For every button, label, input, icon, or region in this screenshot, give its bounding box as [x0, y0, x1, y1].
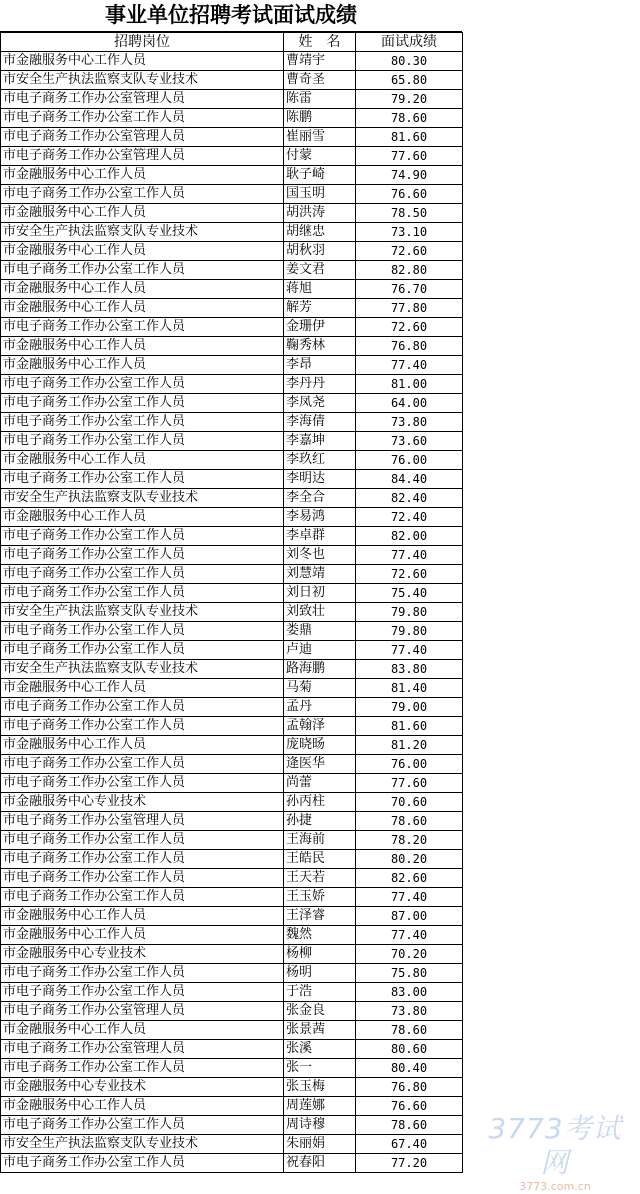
row-name: 刘慧靖 [284, 565, 356, 584]
row-score: 76.00 [356, 451, 463, 470]
row-name: 于浩 [284, 983, 356, 1002]
table-row [1, 185, 463, 204]
row-position: 市金融服务中心工作人员 [1, 679, 284, 698]
row-score: 80.40 [356, 1059, 463, 1078]
row-name: 李玖红 [284, 451, 356, 470]
row-position: 市金融服务中心工作人员 [1, 337, 284, 356]
row-position: 市电子商务工作办公室工作人员 [1, 850, 284, 869]
table-row [1, 603, 463, 622]
row-score: 74.90 [356, 166, 463, 185]
row-position: 市电子商务工作办公室工作人员 [1, 641, 284, 660]
header-row [1, 33, 463, 52]
row-score: 76.70 [356, 280, 463, 299]
row-name: 张溪 [284, 1040, 356, 1059]
row-position: 市金融服务中心工作人员 [1, 52, 284, 71]
row-name: 李易鸿 [284, 508, 356, 527]
table-row [1, 413, 463, 432]
row-name: 陈鹏 [284, 109, 356, 128]
row-position: 市金融服务中心工作人员 [1, 926, 284, 945]
table-row [1, 755, 463, 774]
row-name: 耿子崎 [284, 166, 356, 185]
row-name: 王玉娇 [284, 888, 356, 907]
row-position: 市电子商务工作办公室工作人员 [1, 964, 284, 983]
table-row [1, 945, 463, 964]
row-name: 孟丹 [284, 698, 356, 717]
row-position: 市电子商务工作办公室工作人员 [1, 432, 284, 451]
table-row [1, 584, 463, 603]
row-score: 73.60 [356, 432, 463, 451]
row-position: 市电子商务工作办公室工作人员 [1, 869, 284, 888]
row-position: 市安全生产执法监察支队专业技术 [1, 1135, 284, 1154]
row-position: 市电子商务工作办公室工作人员 [1, 565, 284, 584]
table-row [1, 660, 463, 679]
table-row [1, 508, 463, 527]
row-position: 市安全生产执法监察支队专业技术 [1, 223, 284, 242]
row-name: 国玉明 [284, 185, 356, 204]
row-position: 市电子商务工作办公室工作人员 [1, 698, 284, 717]
row-name: 李丹丹 [284, 375, 356, 394]
row-score: 84.40 [356, 470, 463, 489]
row-score: 73.80 [356, 413, 463, 432]
row-score: 80.60 [356, 1040, 463, 1059]
row-name: 魏然 [284, 926, 356, 945]
row-score: 83.00 [356, 983, 463, 1002]
table-row [1, 1154, 463, 1173]
row-name: 庞晓旸 [284, 736, 356, 755]
table-row [1, 812, 463, 831]
row-position: 市电子商务工作办公室工作人员 [1, 717, 284, 736]
table-row [1, 1040, 463, 1059]
row-score: 72.40 [356, 508, 463, 527]
table-row [1, 831, 463, 850]
table-row [1, 242, 463, 261]
row-name: 胡秋羽 [284, 242, 356, 261]
row-name: 张一 [284, 1059, 356, 1078]
row-position: 市金融服务中心工作人员 [1, 736, 284, 755]
row-name: 李全合 [284, 489, 356, 508]
row-name: 孙丙柱 [284, 793, 356, 812]
row-position: 市金融服务中心工作人员 [1, 299, 284, 318]
row-name: 蒋旭 [284, 280, 356, 299]
row-score: 75.40 [356, 584, 463, 603]
row-score: 76.80 [356, 1078, 463, 1097]
row-position: 市电子商务工作办公室工作人员 [1, 470, 284, 489]
table-body [1, 52, 463, 1173]
table-row [1, 1116, 463, 1135]
row-position: 市电子商务工作办公室工作人员 [1, 527, 284, 546]
row-position: 市电子商务工作办公室管理人员 [1, 1040, 284, 1059]
row-score: 77.60 [356, 774, 463, 793]
row-position: 市金融服务中心工作人员 [1, 451, 284, 470]
row-position: 市安全生产执法监察支队专业技术 [1, 660, 284, 679]
row-name: 胡继忠 [284, 223, 356, 242]
row-score: 78.20 [356, 831, 463, 850]
table-row [1, 1059, 463, 1078]
row-position: 市电子商务工作办公室工作人员 [1, 375, 284, 394]
table-row [1, 888, 463, 907]
row-name: 付蒙 [284, 147, 356, 166]
row-score: 77.40 [356, 356, 463, 375]
row-name: 尚蕾 [284, 774, 356, 793]
table-row [1, 52, 463, 71]
table-row [1, 1078, 463, 1097]
table-row [1, 717, 463, 736]
row-name: 胡洪涛 [284, 204, 356, 223]
row-position: 市电子商务工作办公室工作人员 [1, 755, 284, 774]
table-row [1, 204, 463, 223]
row-name: 卢迪 [284, 641, 356, 660]
row-score: 75.80 [356, 964, 463, 983]
row-position: 市金融服务中心工作人员 [1, 242, 284, 261]
table-row [1, 489, 463, 508]
table-row [1, 527, 463, 546]
header-score: 面试成绩 [356, 33, 463, 52]
table-row [1, 793, 463, 812]
row-name: 祝春阳 [284, 1154, 356, 1173]
row-name: 孟翰泽 [284, 717, 356, 736]
row-position: 市金融服务中心工作人员 [1, 907, 284, 926]
row-score: 72.60 [356, 318, 463, 337]
row-position: 市金融服务中心工作人员 [1, 356, 284, 375]
row-score: 76.80 [356, 337, 463, 356]
header-position: 招聘岗位 [1, 33, 284, 52]
row-position: 市电子商务工作办公室工作人员 [1, 109, 284, 128]
row-score: 82.00 [356, 527, 463, 546]
row-position: 市电子商务工作办公室工作人员 [1, 1116, 284, 1135]
table-row [1, 907, 463, 926]
row-name: 曹靖宇 [284, 52, 356, 71]
row-score: 78.60 [356, 1116, 463, 1135]
row-score: 77.60 [356, 147, 463, 166]
row-name: 崔丽雪 [284, 128, 356, 147]
row-score: 81.00 [356, 375, 463, 394]
row-name: 张玉梅 [284, 1078, 356, 1097]
table-row [1, 641, 463, 660]
row-name: 周诗穆 [284, 1116, 356, 1135]
row-name: 陈雷 [284, 90, 356, 109]
row-score: 70.20 [356, 945, 463, 964]
row-name: 王皓民 [284, 850, 356, 869]
row-score: 80.20 [356, 850, 463, 869]
row-name: 孙捷 [284, 812, 356, 831]
row-name: 姜文君 [284, 261, 356, 280]
row-name: 鞠秀林 [284, 337, 356, 356]
table-row [1, 698, 463, 717]
row-score: 76.00 [356, 755, 463, 774]
row-position: 市电子商务工作办公室工作人员 [1, 546, 284, 565]
row-name: 杨明 [284, 964, 356, 983]
watermark-url: 3773.com.cn [519, 1180, 591, 1193]
row-position: 市电子商务工作办公室工作人员 [1, 983, 284, 1002]
row-name: 李明达 [284, 470, 356, 489]
row-score: 77.80 [356, 299, 463, 318]
row-score: 80.30 [356, 52, 463, 71]
row-position: 市电子商务工作办公室工作人员 [1, 394, 284, 413]
row-score: 77.20 [356, 1154, 463, 1173]
row-position: 市电子商务工作办公室工作人员 [1, 318, 284, 337]
watermark-logo: 3773考试网 [488, 1112, 622, 1179]
header-name: 姓 名 [284, 33, 356, 52]
row-score: 81.20 [356, 736, 463, 755]
row-score: 79.00 [356, 698, 463, 717]
table-row [1, 261, 463, 280]
table-row [1, 736, 463, 755]
watermark [480, 1112, 630, 1194]
table-row [1, 147, 463, 166]
row-score: 78.50 [356, 204, 463, 223]
table-row [1, 679, 463, 698]
row-name: 娄鼎 [284, 622, 356, 641]
row-name: 李昂 [284, 356, 356, 375]
row-name: 王天若 [284, 869, 356, 888]
row-position: 市电子商务工作办公室工作人员 [1, 261, 284, 280]
row-name: 李海倩 [284, 413, 356, 432]
row-name: 曹奇圣 [284, 71, 356, 90]
row-position: 市金融服务中心工作人员 [1, 280, 284, 299]
row-name: 逄医华 [284, 755, 356, 774]
row-position: 市电子商务工作办公室管理人员 [1, 147, 284, 166]
table-row [1, 964, 463, 983]
table-row [1, 280, 463, 299]
table-row [1, 470, 463, 489]
table-row [1, 318, 463, 337]
row-score: 78.60 [356, 812, 463, 831]
row-position: 市电子商务工作办公室工作人员 [1, 831, 284, 850]
row-name: 王海前 [284, 831, 356, 850]
row-name: 金珊伊 [284, 318, 356, 337]
table-row [1, 565, 463, 584]
row-name: 李卓群 [284, 527, 356, 546]
table-row [1, 451, 463, 470]
row-score: 81.60 [356, 717, 463, 736]
sheet-title: 事业单位招聘考试面试成绩 [0, 0, 462, 32]
row-name: 解芳 [284, 299, 356, 318]
row-score: 76.60 [356, 185, 463, 204]
row-position: 市电子商务工作办公室管理人员 [1, 1002, 284, 1021]
table-row [1, 546, 463, 565]
row-position: 市金融服务中心工作人员 [1, 1021, 284, 1040]
row-score: 87.00 [356, 907, 463, 926]
row-name: 张金良 [284, 1002, 356, 1021]
row-name: 李嘉坤 [284, 432, 356, 451]
row-score: 82.40 [356, 489, 463, 508]
row-position: 市金融服务中心工作人员 [1, 204, 284, 223]
table-row [1, 1097, 463, 1116]
row-name: 路海鹏 [284, 660, 356, 679]
row-position: 市电子商务工作办公室工作人员 [1, 1059, 284, 1078]
row-position: 市安全生产执法监察支队专业技术 [1, 489, 284, 508]
table-row [1, 983, 463, 1002]
row-name: 王泽睿 [284, 907, 356, 926]
table-row [1, 128, 463, 147]
row-score: 76.60 [356, 1097, 463, 1116]
row-score: 78.60 [356, 1021, 463, 1040]
row-position: 市安全生产执法监察支队专业技术 [1, 71, 284, 90]
row-name: 杨柳 [284, 945, 356, 964]
table-row [1, 356, 463, 375]
row-position: 市安全生产执法监察支队专业技术 [1, 603, 284, 622]
table-row [1, 375, 463, 394]
table-row [1, 1002, 463, 1021]
table-row [1, 869, 463, 888]
row-position: 市电子商务工作办公室工作人员 [1, 584, 284, 603]
row-position: 市电子商务工作办公室工作人员 [1, 1154, 284, 1173]
row-score: 70.60 [356, 793, 463, 812]
row-name: 周莲娜 [284, 1097, 356, 1116]
row-score: 82.80 [356, 261, 463, 280]
row-score: 81.40 [356, 679, 463, 698]
row-score: 77.40 [356, 641, 463, 660]
row-position: 市金融服务中心工作人员 [1, 1097, 284, 1116]
row-position: 市金融服务中心工作人员 [1, 166, 284, 185]
table-row [1, 774, 463, 793]
row-position: 市电子商务工作办公室工作人员 [1, 622, 284, 641]
table-row [1, 850, 463, 869]
row-score: 82.60 [356, 869, 463, 888]
table-row [1, 223, 463, 242]
table-row [1, 90, 463, 109]
row-position: 市金融服务中心专业技术 [1, 1078, 284, 1097]
row-name: 刘日初 [284, 584, 356, 603]
row-score: 77.40 [356, 926, 463, 945]
row-name: 马菊 [284, 679, 356, 698]
row-score: 77.40 [356, 546, 463, 565]
table-row [1, 1135, 463, 1154]
row-position: 市金融服务中心专业技术 [1, 945, 284, 964]
score-table [0, 32, 463, 1173]
table-row [1, 394, 463, 413]
row-score: 79.80 [356, 603, 463, 622]
row-score: 73.10 [356, 223, 463, 242]
row-name: 刘致壮 [284, 603, 356, 622]
row-score: 64.00 [356, 394, 463, 413]
row-position: 市金融服务中心工作人员 [1, 508, 284, 527]
table-row [1, 109, 463, 128]
row-name: 朱丽娟 [284, 1135, 356, 1154]
row-position: 市电子商务工作办公室工作人员 [1, 888, 284, 907]
row-score: 65.80 [356, 71, 463, 90]
row-name: 张景茜 [284, 1021, 356, 1040]
row-score: 79.80 [356, 622, 463, 641]
table-row [1, 622, 463, 641]
row-score: 77.40 [356, 888, 463, 907]
row-name: 李凤尧 [284, 394, 356, 413]
row-position: 市电子商务工作办公室工作人员 [1, 413, 284, 432]
row-score: 72.60 [356, 565, 463, 584]
row-position: 市电子商务工作办公室工作人员 [1, 774, 284, 793]
row-name: 刘冬也 [284, 546, 356, 565]
row-score: 72.60 [356, 242, 463, 261]
row-position: 市电子商务工作办公室管理人员 [1, 90, 284, 109]
row-score: 81.60 [356, 128, 463, 147]
row-score: 67.40 [356, 1135, 463, 1154]
table-row [1, 432, 463, 451]
row-position: 市电子商务工作办公室管理人员 [1, 128, 284, 147]
row-position: 市电子商务工作办公室管理人员 [1, 812, 284, 831]
row-position: 市电子商务工作办公室工作人员 [1, 185, 284, 204]
table-row [1, 166, 463, 185]
row-position: 市金融服务中心专业技术 [1, 793, 284, 812]
table-row [1, 71, 463, 90]
row-score: 83.80 [356, 660, 463, 679]
row-score: 79.20 [356, 90, 463, 109]
table-row [1, 299, 463, 318]
row-score: 73.80 [356, 1002, 463, 1021]
row-score: 78.60 [356, 109, 463, 128]
table-row [1, 337, 463, 356]
table-row [1, 1021, 463, 1040]
table-row [1, 926, 463, 945]
